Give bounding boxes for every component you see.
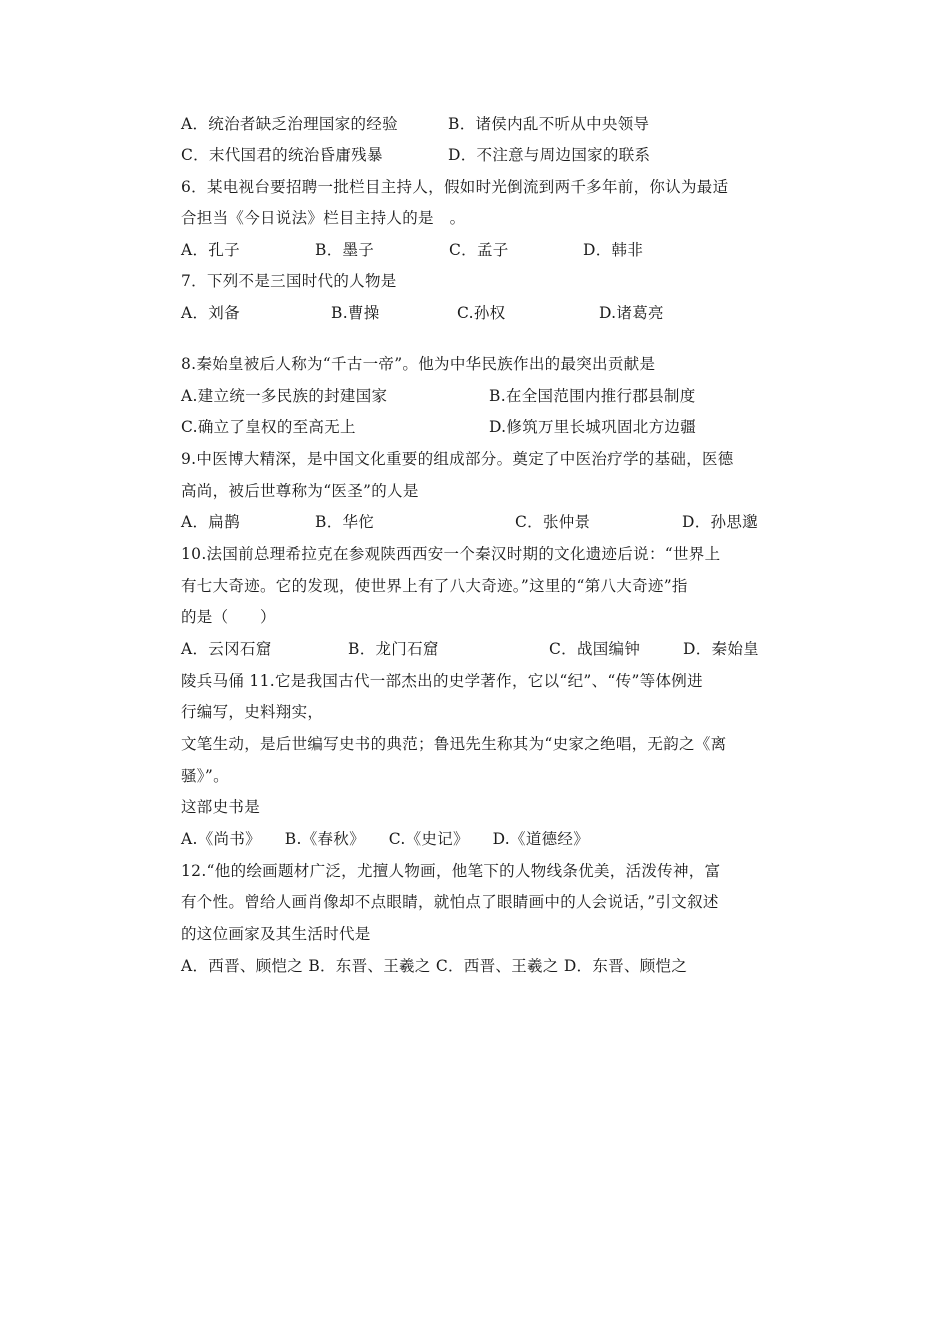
q11-stem-line4: 骚》”。 <box>181 767 229 785</box>
q8-option-b: B.在全国范围内推行郡县制度 <box>489 387 696 405</box>
q11-stem-line1: 陵兵马俑 11.它是我国古代一部杰出的史学著作，它以“纪”、“传”等体例进 <box>181 672 703 690</box>
q10-option-c: C．战国编钟 <box>549 640 641 658</box>
q9-option-a: A．扁鹊 <box>181 513 240 531</box>
q12-stem-line3: 的这位画家及其生活时代是 <box>181 925 371 943</box>
q6-option-a: A．孔子 <box>181 241 240 259</box>
q6-stem-line1: 6．某电视台要招聘一批栏目主持人，假如时光倒流到两千多年前，你认为最适 <box>181 178 729 196</box>
q8-option-a: A.建立统一多民族的封建国家 <box>181 387 388 405</box>
q10-option-a: A．云冈石窟 <box>181 640 272 658</box>
q7-option-b: B.曹操 <box>331 304 380 322</box>
q9-stem-line1: 9.中医博大精深，是中国文化重要的组成部分。奠定了中医治疗学的基础，医德 <box>181 450 734 468</box>
q5-option-b: B．诸侯内乱不听从中央领导 <box>448 115 650 133</box>
q11-stem-line5: 这部史书是 <box>181 798 261 816</box>
q12-stem-line2: 有个性。曾给人画肖像却不点眼睛，就怕点了眼睛画中的人会说话，”引文叙述 <box>181 893 719 911</box>
q6-option-d: D．韩非 <box>583 241 644 259</box>
q12-stem-line1: 12.“他的绘画题材广泛，尤擅人物画，他笔下的人物线条优美，活泼传神，富 <box>181 862 721 880</box>
q9-option-b: B．华佗 <box>315 513 375 531</box>
q5-option-c: C．末代国君的统治昏庸残暴 <box>181 146 383 164</box>
q11-stem-line3: 文笔生动，是后世编写史书的典范；鲁迅先生称其为“史家之绝唱，无韵之《离 <box>181 735 727 753</box>
q8-stem: 8.秦始皇被后人称为“千古一帝”。他为中华民族作出的最突出贡献是 <box>181 355 656 373</box>
q7-option-d: D.诸葛亮 <box>599 304 664 322</box>
q5-option-d: D．不注意与周边国家的联系 <box>448 146 651 164</box>
q10-stem-line1: 10.法国前总理希拉克在参观陕西西安一个秦汉时期的文化遗迹后说：“世界上 <box>181 545 721 563</box>
q6-stem-line2: 合担当《今日说法》栏目主持人的是 。 <box>181 209 466 227</box>
q7-stem: 7．下列不是三国时代的人物是 <box>181 272 397 290</box>
q9-option-d: D．孙思邈 <box>682 513 758 531</box>
q7-option-c: C.孙权 <box>457 304 506 322</box>
q11-options: A.《尚书》 B.《春秋》 C.《史记》 D.《道德经》 <box>181 830 590 848</box>
q10-stem-line2: 有七大奇迹。它的发现，使世界上有了八大奇迹。”这里的“第八大奇迹”指 <box>181 577 688 595</box>
q8-option-d: D.修筑万里长城巩固北方边疆 <box>489 418 697 436</box>
q6-option-c: C．孟子 <box>449 241 509 259</box>
q12-options: A．西晋、顾恺之 B．东晋、王羲之 C．西晋、王羲之 D．东晋、顾恺之 <box>181 957 688 975</box>
q11-stem-line2: 行编写，史料翔实， <box>181 703 324 721</box>
q6-option-b: B．墨子 <box>315 241 375 259</box>
q5-option-a: A．统治者缺乏治理国家的经验 <box>181 115 398 133</box>
q8-option-c: C.确立了皇权的至高无上 <box>181 418 356 436</box>
q7-option-a: A．刘备 <box>181 304 240 322</box>
q9-stem-line2: 高尚，被后世尊称为“医圣”的人是 <box>181 482 419 500</box>
q9-option-c: C．张仲景 <box>515 513 591 531</box>
q10-option-b: B．龙门石窟 <box>348 640 439 658</box>
q10-stem-line3: 的是（ ） <box>181 608 276 626</box>
q10-option-d: D．秦始皇 <box>683 640 759 658</box>
